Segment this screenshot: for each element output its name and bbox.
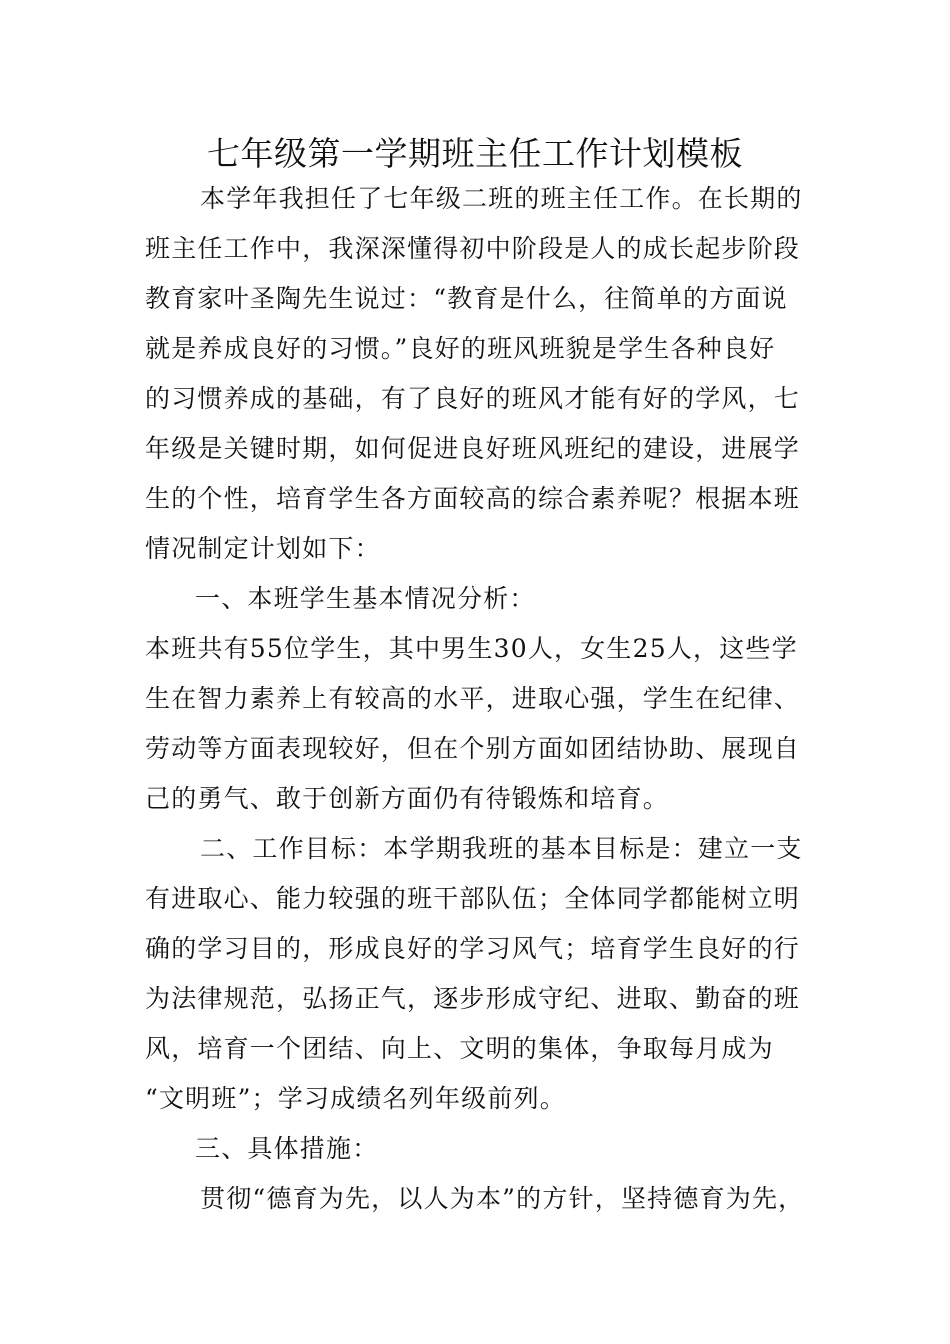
paragraph-line: 生在智力素养上有较高的水平，进取心强，学生在纪律、 [145,684,801,713]
section-heading: 三、具体措施： [195,1134,379,1163]
paragraph-line: 确的学习目的，形成良好的学习风气；培育学生良好的行 [145,934,801,963]
paragraph-line: 生的个性，培育学生各方面较高的综合素养呢？根据本班 [145,484,801,513]
paragraph-line: 就是养成良好的习惯。”良好的班风班貌是学生各种良好 [145,334,776,363]
paragraph-line: 本学年我担任了七年级二班的班主任工作。在长期的 [200,184,803,213]
paragraph-line: 贯彻“德育为先，以人为本”的方针，坚持德育为先， [200,1184,805,1213]
paragraph-line: 班主任工作中，我深深懂得初中阶段是人的成长起步阶段 [145,234,801,263]
paragraph-line: “文明班”；学习成绩名列年级前列。 [145,1084,566,1113]
paragraph-line: 劳动等方面表现较好，但在个别方面如团结协助、展现自 [145,734,801,763]
paragraph-line: 风，培育一个团结、向上、文明的集体，争取每月成为 [145,1034,774,1063]
section-heading: 一、本班学生基本情况分析： [195,584,536,613]
paragraph-line: 教育家叶圣陶先生说过：“教育是什么，往简单的方面说 [145,284,788,313]
paragraph-line: 情况制定计划如下： [145,534,381,563]
paragraph-line: 为法律规范，弘扬正气，逐步形成守纪、进取、勤奋的班 [145,984,801,1013]
document-title: 七年级第一学期班主任工作计划模板 [207,134,743,173]
paragraph-line: 二、工作目标：本学期我班的基本目标是：建立一支 [200,834,803,863]
paragraph-line: 己的勇气、敢于创新方面仍有待锻炼和培育。 [145,784,670,813]
paragraph-line: 有进取心、能力较强的班干部队伍；全体同学都能树立明 [145,884,801,913]
paragraph-line: 的习惯养成的基础，有了良好的班风才能有好的学风，七 [145,384,801,413]
paragraph-line: 年级是关键时期，如何促进良好班风班纪的建设，进展学 [145,434,801,463]
paragraph-line: 本班共有55位学生，其中男生30人，女生25人，这些学 [145,634,798,663]
